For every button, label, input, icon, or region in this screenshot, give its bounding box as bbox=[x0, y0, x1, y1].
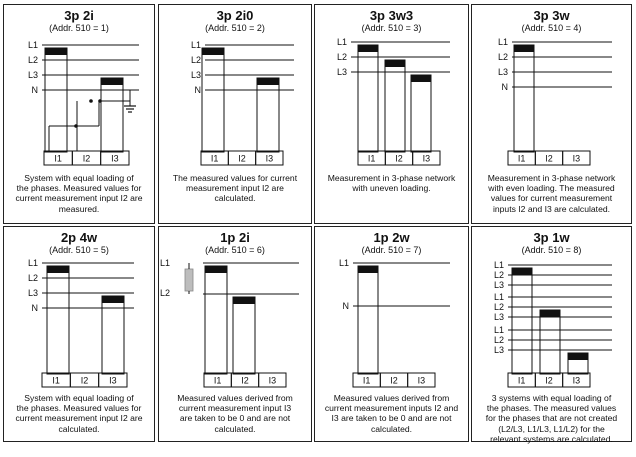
input-label: I1 bbox=[362, 375, 371, 386]
wiring-diagram bbox=[159, 227, 313, 392]
current-transformer bbox=[358, 45, 378, 52]
description-line: I3 are taken to be 0 and are not bbox=[331, 413, 452, 424]
description-line: inputs I2 and I3 are calculated. bbox=[492, 203, 611, 214]
wiring-diagram bbox=[472, 227, 633, 392]
wiring-diagram bbox=[4, 227, 156, 392]
input-label: I2 bbox=[390, 375, 398, 386]
description-line: calculated. bbox=[214, 423, 256, 434]
ct-loop bbox=[411, 75, 431, 152]
wiring-diagram bbox=[159, 5, 313, 170]
line-label: L1 bbox=[27, 40, 38, 50]
panel-address: (Addr. 510 = 7) bbox=[361, 245, 422, 255]
junction-dot bbox=[89, 99, 93, 103]
input-label: I2 bbox=[238, 153, 246, 164]
description-line: calculated. bbox=[58, 423, 100, 434]
description-line: 3 systems with equal loading of bbox=[491, 393, 612, 403]
input-label: I1 bbox=[210, 153, 219, 164]
diagram-panel bbox=[3, 4, 155, 224]
input-label: I2 bbox=[545, 375, 553, 386]
line-label: L2 bbox=[493, 270, 504, 280]
description-line: current measurement inputs I2 and bbox=[324, 403, 459, 414]
diagram-panel bbox=[314, 226, 469, 442]
current-transformer bbox=[568, 353, 588, 360]
panel-title: 3p 2i bbox=[64, 8, 94, 23]
ct-loop bbox=[512, 268, 532, 374]
line-label: L1 bbox=[493, 292, 504, 302]
panel-description bbox=[319, 173, 464, 193]
ct-loop bbox=[202, 48, 224, 152]
current-transformer bbox=[101, 78, 123, 85]
current-transformer bbox=[540, 310, 560, 317]
panel-description bbox=[163, 173, 307, 204]
panel-address: (Addr. 510 = 3) bbox=[361, 23, 422, 33]
line-label: L2 bbox=[27, 273, 38, 283]
input-label: I1 bbox=[54, 153, 62, 164]
ct-loop bbox=[385, 60, 405, 152]
current-transformer bbox=[233, 297, 255, 304]
panel-description bbox=[8, 393, 150, 434]
line-label: L1 bbox=[159, 258, 170, 268]
description-line: values for current measurement bbox=[490, 193, 613, 204]
diagram-panel bbox=[158, 4, 312, 224]
description-line: System with equal loading of bbox=[24, 173, 134, 183]
input-label: I3 bbox=[417, 375, 426, 386]
diagram-panel bbox=[3, 226, 155, 442]
panel-address: (Addr. 510 = 6) bbox=[205, 245, 265, 255]
description-line: calculated. bbox=[370, 423, 413, 434]
input-label: I3 bbox=[268, 375, 277, 386]
ct-loop bbox=[540, 310, 560, 374]
description-line: relevant systems are calculated. bbox=[490, 433, 613, 444]
line-label: N bbox=[31, 303, 38, 313]
input-label: I3 bbox=[422, 153, 431, 164]
current-transformer bbox=[45, 48, 67, 55]
panel-title: 3p 3w3 bbox=[369, 8, 414, 23]
description-line: the phases. Measured values for bbox=[16, 403, 142, 414]
line-label: L3 bbox=[190, 70, 201, 80]
input-label: I3 bbox=[109, 375, 117, 386]
current-transformer bbox=[411, 75, 431, 82]
line-label: N bbox=[31, 85, 38, 95]
panel-description bbox=[476, 393, 627, 444]
input-label: I3 bbox=[265, 153, 274, 164]
input-label: I3 bbox=[111, 153, 119, 164]
line-label: L3 bbox=[493, 280, 504, 290]
line-label: L1 bbox=[338, 258, 349, 268]
panel-description bbox=[319, 393, 464, 434]
description-line: current measurement input I2 are bbox=[15, 193, 143, 204]
panel-description bbox=[8, 173, 150, 214]
current-transformer bbox=[202, 48, 224, 55]
panel-title: 2p 4w bbox=[60, 230, 98, 245]
line-label: L1 bbox=[497, 37, 508, 47]
input-label: I1 bbox=[517, 153, 526, 164]
panel-title: 3p 3w bbox=[533, 8, 570, 23]
line-label: L2 bbox=[159, 288, 170, 298]
description-line: current measurement input I2 are bbox=[15, 413, 143, 424]
line-label: L1 bbox=[190, 40, 201, 50]
input-label: I2 bbox=[82, 153, 91, 164]
description-line: Measured values derived from bbox=[177, 393, 293, 403]
current-transformer bbox=[512, 268, 532, 275]
panel-title: 3p 2i0 bbox=[216, 8, 254, 23]
line-label: L3 bbox=[27, 70, 38, 80]
line-label: L2 bbox=[27, 55, 38, 65]
line-label: L1 bbox=[493, 260, 504, 270]
voltage-transformer-icon bbox=[185, 269, 193, 291]
description-line: (L2/L3, L1/L3, L1/L2) for the bbox=[498, 423, 605, 434]
description-line: the phases. Measured values for bbox=[16, 183, 142, 194]
line-label: L3 bbox=[336, 67, 347, 77]
wiring-diagram bbox=[472, 5, 633, 170]
current-transformer bbox=[358, 266, 378, 273]
description-line: current measurement input I3 bbox=[178, 403, 292, 414]
line-label: N bbox=[194, 85, 201, 95]
line-label: L3 bbox=[497, 67, 508, 77]
current-transformer bbox=[205, 266, 227, 273]
junction-dot bbox=[98, 99, 102, 103]
ct-loop bbox=[101, 78, 123, 152]
input-label: I2 bbox=[80, 375, 89, 386]
input-label: I1 bbox=[213, 375, 222, 386]
ct-loop bbox=[45, 48, 67, 152]
input-label: I2 bbox=[545, 153, 553, 164]
line-label: L3 bbox=[27, 288, 38, 298]
description-line: calculated. bbox=[214, 193, 256, 204]
panel-description bbox=[163, 393, 307, 434]
diagram-panel bbox=[471, 226, 632, 442]
line-label: L3 bbox=[493, 345, 504, 355]
diagram-panel bbox=[314, 4, 469, 224]
wiring-diagram bbox=[4, 5, 156, 170]
panel-address: (Addr. 510 = 4) bbox=[521, 23, 582, 33]
ct-loop bbox=[205, 266, 227, 374]
panel-address: (Addr. 510 = 2) bbox=[205, 23, 265, 33]
description-line: Measurement in 3-phase network bbox=[487, 173, 616, 183]
diagram-panel bbox=[158, 226, 312, 442]
line-label: N bbox=[501, 82, 508, 92]
ct-loop bbox=[47, 266, 69, 374]
line-label: N bbox=[342, 301, 349, 311]
input-label: I1 bbox=[517, 375, 526, 386]
description-line: Measurement in 3-phase network bbox=[327, 173, 456, 183]
input-label: I2 bbox=[395, 153, 403, 164]
panel-address: (Addr. 510 = 5) bbox=[49, 245, 109, 255]
line-label: L2 bbox=[336, 52, 347, 62]
description-line: with even loading. The measured bbox=[488, 183, 615, 194]
description-line: for the phases that are not created bbox=[485, 413, 618, 424]
panel-address: (Addr. 510 = 1) bbox=[49, 23, 109, 33]
current-transformer bbox=[102, 296, 124, 303]
line-label: L1 bbox=[493, 325, 504, 335]
current-transformer bbox=[514, 45, 534, 52]
wiring-diagram bbox=[315, 227, 470, 392]
ct-loop bbox=[257, 78, 279, 152]
input-label: I3 bbox=[572, 375, 581, 386]
description-line: with uneven loading. bbox=[352, 183, 431, 194]
input-label: I3 bbox=[572, 153, 581, 164]
wiring-diagram bbox=[315, 5, 470, 170]
description-line: System with equal loading of bbox=[24, 393, 134, 403]
input-label: I1 bbox=[367, 153, 376, 164]
ct-loop bbox=[233, 297, 255, 374]
panel-title: 1p 2i bbox=[220, 230, 250, 245]
description-line: the phases. The measured values bbox=[486, 403, 617, 414]
panel-title: 3p 1w bbox=[533, 230, 570, 245]
description-line: Measured values derived from bbox=[333, 393, 450, 403]
line-label: L3 bbox=[493, 312, 504, 322]
description-line: measured. bbox=[58, 203, 100, 214]
current-transformer bbox=[385, 60, 405, 67]
description-line: The measured values for current bbox=[172, 173, 298, 183]
line-label: L1 bbox=[27, 258, 38, 268]
description-line: are taken to be 0 and are not bbox=[179, 413, 291, 424]
current-transformer bbox=[257, 78, 279, 85]
ct-loop bbox=[514, 45, 534, 152]
junction-dot bbox=[74, 124, 78, 128]
panel-description bbox=[476, 173, 627, 214]
panel-title: 1p 2w bbox=[373, 230, 410, 245]
line-label: L2 bbox=[493, 302, 504, 312]
line-label: L1 bbox=[336, 37, 347, 47]
ct-loop bbox=[358, 266, 378, 374]
line-label: L2 bbox=[190, 55, 201, 65]
line-label: L2 bbox=[497, 52, 508, 62]
current-transformer bbox=[47, 266, 69, 273]
line-label: L2 bbox=[493, 335, 504, 345]
description-line: measurement input I2 are bbox=[186, 183, 284, 194]
input-label: I1 bbox=[52, 375, 60, 386]
panel-address: (Addr. 510 = 8) bbox=[521, 245, 582, 255]
diagram-panel bbox=[471, 4, 632, 224]
input-label: I2 bbox=[241, 375, 249, 386]
ct-loop bbox=[358, 45, 378, 152]
